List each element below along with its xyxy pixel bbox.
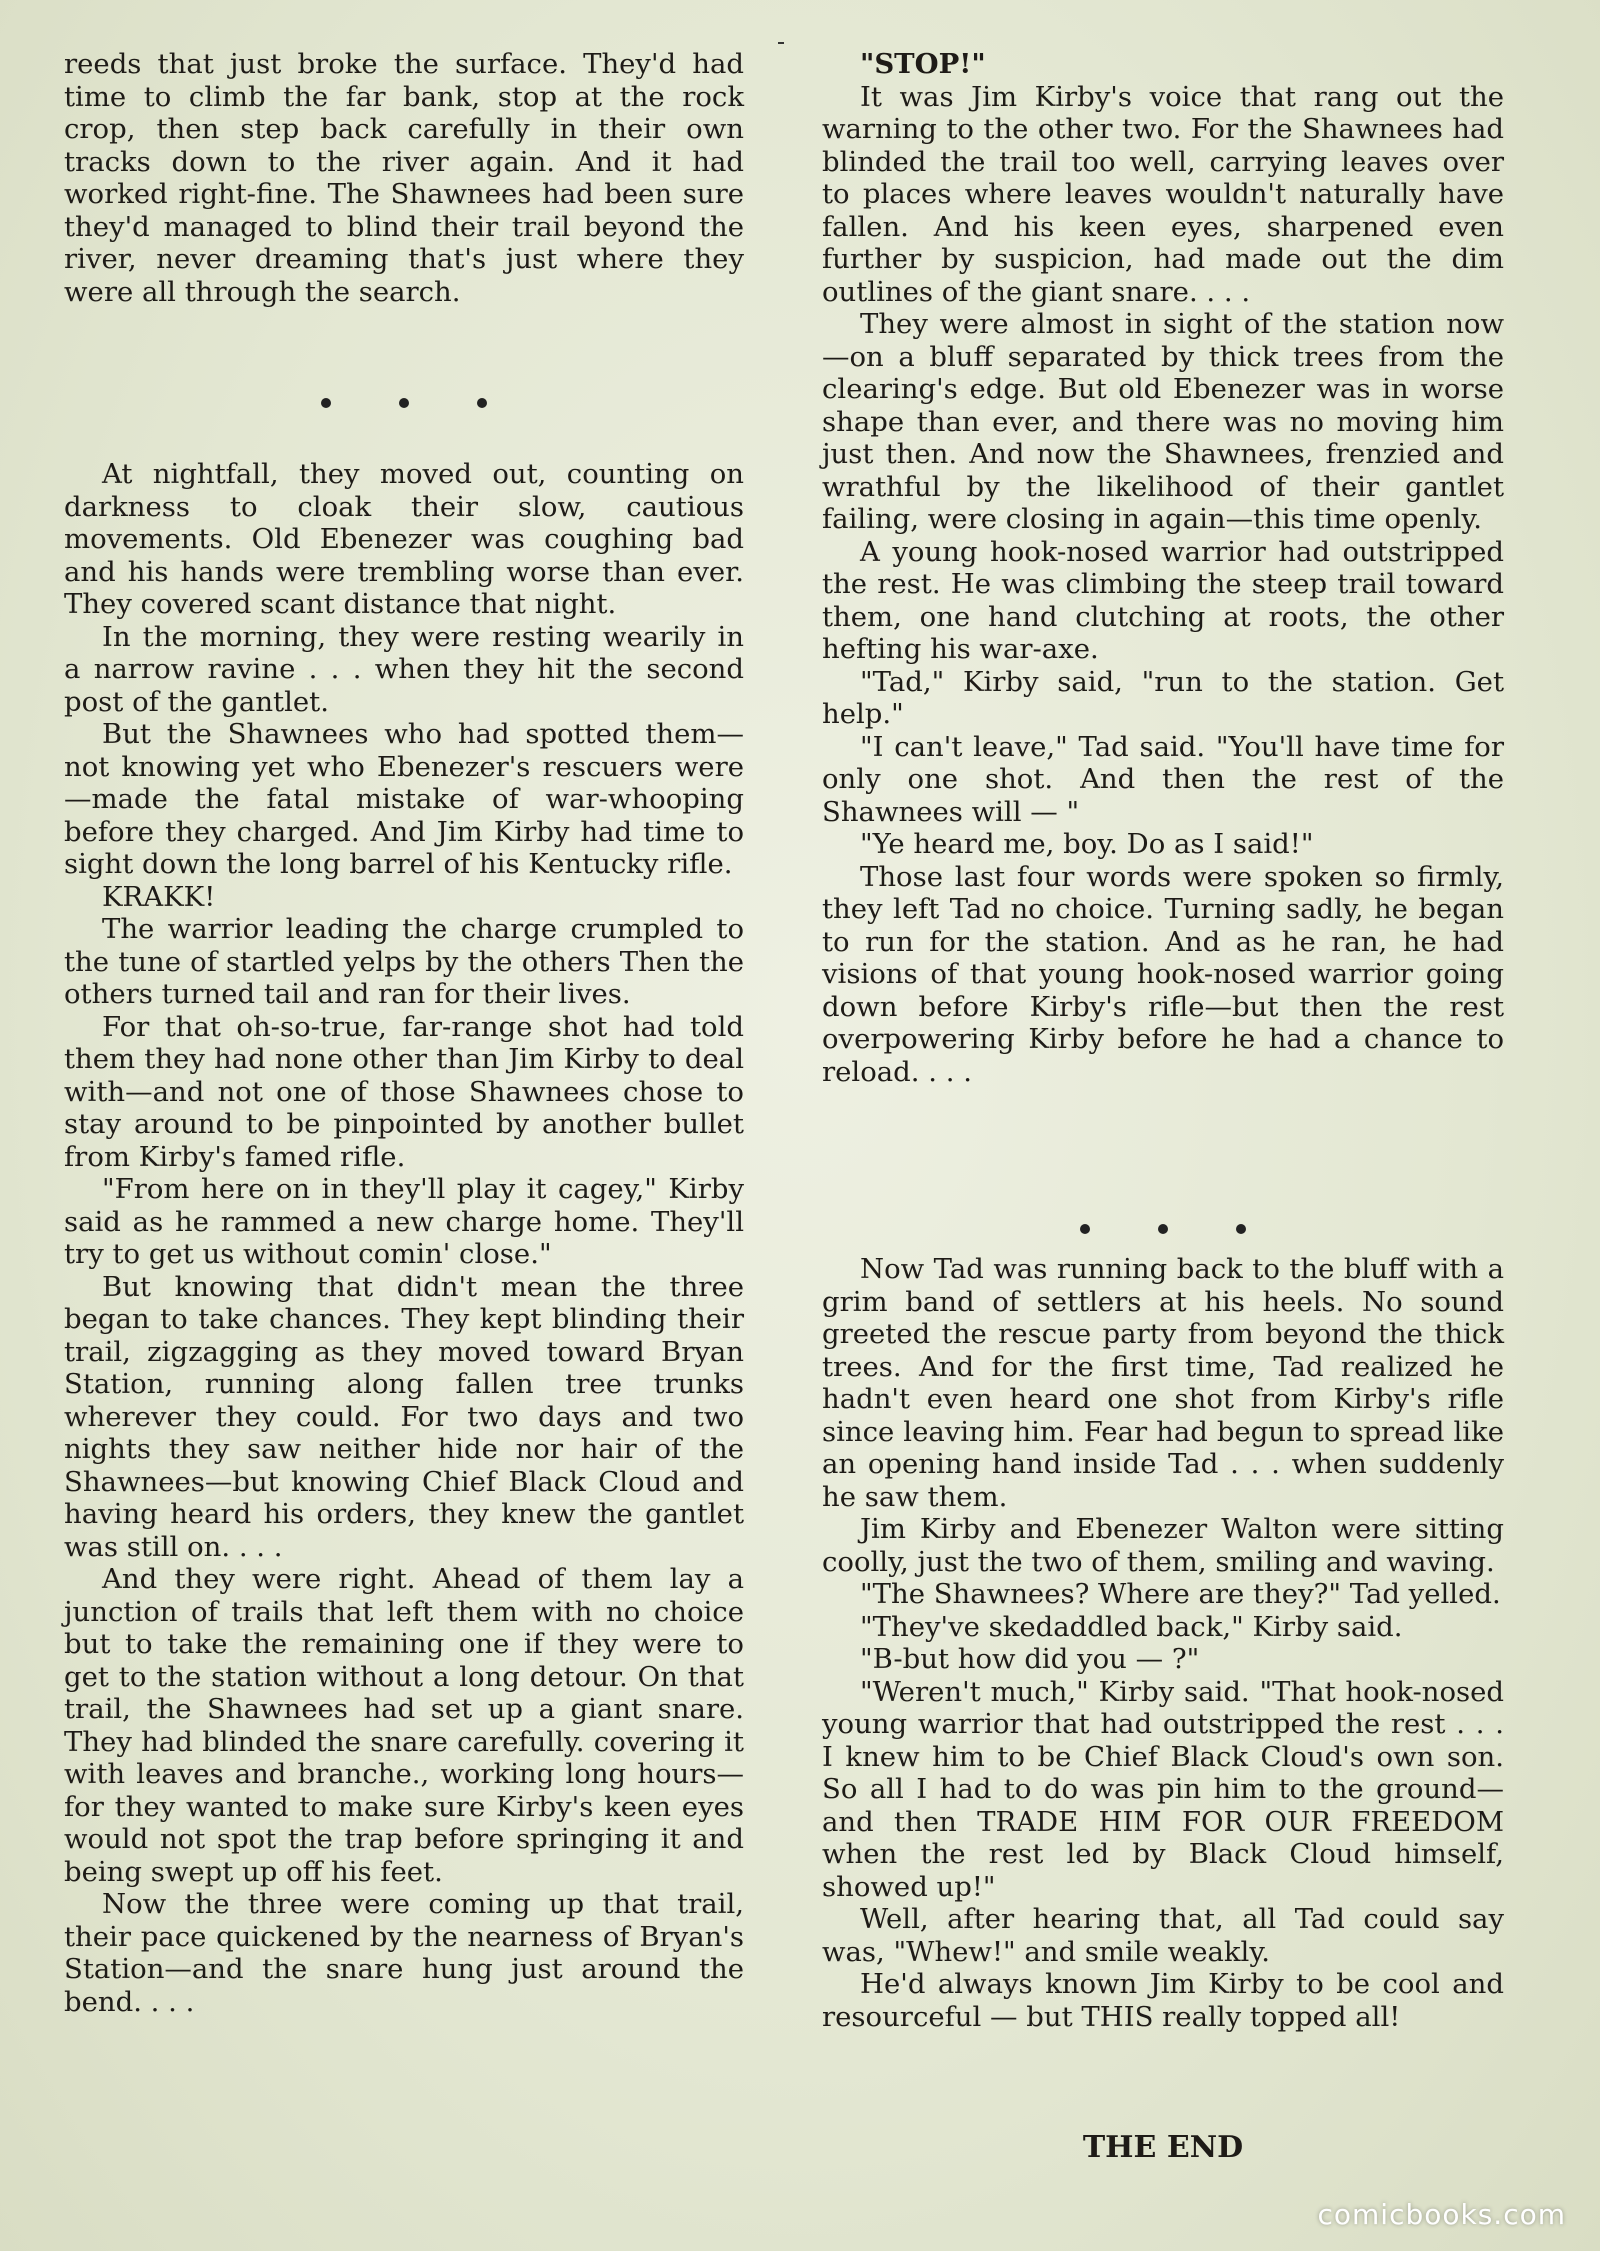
paragraph: They were almost in sight of the station now—on a bluff separated by thick trees from the clearing's edge. But old Ebenezer was in worse shape than ever, and there was no moving him just then. And now the Shawnees, frenzied and wrathful by the likelihood of their gantlet failing, were closing in again—this time openly. (822, 308, 1504, 535)
paragraph: The warrior leading the charge crumpled to the tune of startled yelps by the others Then the others turned tail and ran for their lives. (64, 913, 744, 1010)
paragraph: "The Shawnees? Where are they?" Tad yelled. (860, 1578, 1501, 1610)
paragraph: At nightfall, they moved out, counting on darkness to cloak their slow, cautious movements. Old Ebenezer was coughing bad and his hands were trembling worse than ever. They covered scant distance that night. (64, 458, 744, 620)
paragraph: For that oh-so-true, far-range shot had told them they had none other than Jim Kirby to deal with—and not one of those Shawnees chose to stay around to be pinpointed by another bullet from Kirby's famed rifle. (64, 1010, 744, 1173)
left-column-lower (64, 458, 744, 2018)
the-end-label: THE END (1082, 2130, 1244, 2165)
paragraph: "B-but how did you — ?" (860, 1643, 1200, 1675)
paragraph: "Tad," Kirby said, "run to the station. Get help." (822, 665, 1504, 730)
paragraph: Now the three were coming up that trail, their pace quickened by the nearness of Bryan's Station—and the snare hung just around the bend. . . . (64, 1888, 744, 2018)
paragraph: But knowing that didn't mean the three began to take chances. They kept blinding their trail, zigzagging as they moved toward Bryan Station, running along fallen tree trunks wherever they could. For two days and two nights they saw neither hide nor hair of the Shawnees—but knowing Chief Black Cloud and having heard his orders, they knew the gantlet was still on. . . . (64, 1270, 744, 1563)
paragraph: KRAKK! (102, 880, 216, 913)
paragraph: "From here on in they'll play it cagey," Kirby said as he rammed a new charge home. They'll try to get us without comin' close." (64, 1173, 744, 1270)
paragraph: He'd always known Jim Kirby to be cool and resourceful — but THIS really topped all! (822, 1968, 1504, 2033)
paragraph: reeds that just broke the surface. They'd had time to climb the far bank, stop at the rock crop, then step back carefully in their own tracks down to the river again. And it had worked right-fine. The Shawnees had been sure they'd managed to blind their trail beyond the river, never dreaming that's just where they were all through the search. (64, 48, 744, 308)
section-break-left (64, 382, 744, 415)
paragraph: It was Jim Kirby's voice that rang out the warning to the other two. For the Shawnees had blinded the trail too well, carrying leaves over to places where leaves wouldn't naturally have fallen. And his keen eyes, sharpened even further by suspicion, had made out the dim outlines of the giant snare. . . . (822, 80, 1504, 308)
paragraph: "Ye heard me, boy. Do as I said!" (860, 828, 1314, 860)
paragraph: "I can't leave," Tad said. "You'll have time for only one shot. And then the rest of the Shawnees will — " (822, 730, 1504, 828)
paragraph: "Weren't much," Kirby said. "That hook-nosed young warrior that had outstripped the rest . . . I knew him to be Chief Black Cloud's own son. So all I had to do was pin him to the ground—and then TRADE HIM FOR OUR FREEDOM when the rest led by Black Cloud himself, showed up!" (822, 1675, 1504, 1903)
paragraph: Now Tad was running back to the bluff with a grim band of settlers at his heels. No sound greeted the rescue party from beyond the thick trees. And for the first time, Tad realized he hadn't even heard one shot from Kirby's rifle since leaving him. Fear had begun to spread like an opening hand inside Tad . . . when suddenly he saw them. (822, 1253, 1504, 1513)
section-break-right (822, 1208, 1504, 1241)
paragraph: A young hook-nosed warrior had outstripped the rest. He was climbing the steep trail toward them, one hand clutching at roots, the other hefting his war-axe. (822, 535, 1504, 665)
left-column (64, 48, 744, 308)
paragraph: Jim Kirby and Ebenezer Walton were sitting coolly, just the two of them, smiling and waving. (822, 1513, 1504, 1578)
paragraph: And they were right. Ahead of them lay a junction of trails that left them with no choice but to take the remaining one if they were to get to the station without a long detour. On that trail, the Shawnees had set up a giant snare. They had blinded the snare carefully. covering it with leaves and branche., working long hours—for they wanted to make sure Kirby's keen eyes would not spot the trap before springing it and being swept up off his feet. (64, 1563, 744, 1888)
paragraph: But the Shawnees who had spotted them—not knowing yet who Ebenezer's rescuers were—made the fatal mistake of war-whooping before they charged. And Jim Kirby had time to sight down the long barrel of his Kentucky rifle. (64, 718, 744, 880)
paragraph: In the morning, they were resting wearily in a narrow ravine . . . when they hit the second post of the gantlet. (64, 620, 744, 718)
paragraph: "They've skedaddled back," Kirby said. (860, 1610, 1403, 1643)
right-column-lower (822, 1253, 1504, 2033)
watermark: comicbooks.com (1317, 2198, 1566, 2231)
paragraph: Well, after hearing that, all Tad could say was, "Whew!" and smile weakly. (822, 1903, 1504, 1968)
paragraph: Those last four words were spoken so firmly, they left Tad no choice. Turning sadly, he began to run for the station. And as he ran, he had visions of that young hook-nosed warrior going down before Kirby's rifle—but then the rest overpowering Kirby before he had a chance to reload. . . . (822, 860, 1504, 1088)
page-mark (778, 42, 784, 44)
paragraph: "STOP!" (860, 48, 986, 80)
right-column (822, 48, 1504, 1088)
